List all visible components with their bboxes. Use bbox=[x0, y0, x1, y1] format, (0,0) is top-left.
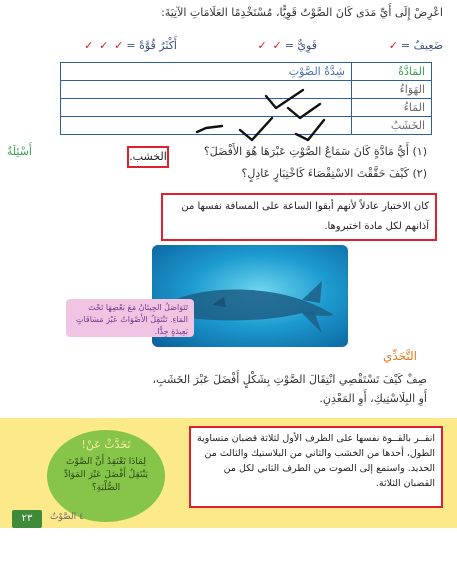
row-material-water: المَاءُ bbox=[352, 99, 432, 117]
wood-check-mark-2 bbox=[240, 118, 272, 140]
talk-title: تَحَدَّثْ عَنْ! bbox=[81, 438, 131, 451]
row-material-wood: الخَشَبُ bbox=[352, 117, 432, 135]
water-check-mark bbox=[288, 104, 320, 118]
wood-check-mark-3 bbox=[296, 120, 324, 140]
talk-text: لِمَاذَا تَعْتَقِدُ أَنَّ الصَّوْتَ يَنْتَقِلُ أَفْضَلَ عَبْرَ المَوَادِّ الصُّلْبَةِ؟ bbox=[64, 457, 148, 493]
header-sound-strength: شِدَّةُ الصَّوْتِ bbox=[61, 63, 352, 81]
question-2-text: (٢) كَيْفَ حَقَّقْتَ الاسْتِقْصَاءَ كَاخْتِبَارٍ عَادِلٍ؟ bbox=[241, 167, 427, 180]
challenge-text-line1: صِفْ كَيْفَ تَسْتَقْصِي انْتِقَالَ الصَّوْتِ بِشَكْلٍ أَفْضَلَ عَبْرَ الخَشَبِ، bbox=[152, 373, 427, 386]
questions-block bbox=[0, 143, 457, 163]
whale-caption: تَتَوَاصَلُ الحِيتَانُ مَعَ بَعْضِهَا تَحْتَ المَاءِ. تَنْتَقِلُ الأَصْوَاتُ عَبْرَ مَسَافَاتٍ بَعِيدَةٍ جِدًّا. bbox=[66, 299, 194, 337]
legend-strongest-label: أَكْثَرُ قُوَّةً = bbox=[126, 38, 177, 52]
page-number: ٢٣ bbox=[12, 510, 42, 528]
challenge-title: التَّحَدِّي bbox=[382, 349, 417, 363]
legend-weak-label: ضَعِيفٌ = bbox=[400, 38, 443, 52]
footer-unit-label: ٤ الصَّوْتُ bbox=[50, 512, 84, 522]
question-1-text: (١) أَيُّ مَادَّةٍ كَانَ سَمَاعُ الصَّوْتِ عَبْرَهَا هُوَ الأَفْضَلَ؟ bbox=[203, 145, 427, 158]
question-2-answer-box[interactable]: كان الاختبار عادلاً لأنهم أبقوا الساعة على المسافة نفسها من آذانهم لكل مادة اختبروها. bbox=[161, 193, 437, 241]
instruction-text: اعْرِضْ إِلَى أَيِّ مَدَى كَانَ الصَّوْتُ قَوِيًّا، مُسْتَخْدِمًا العَلَامَاتِ الآتِيَةَ: bbox=[161, 6, 443, 19]
challenge-answer-box[interactable]: انقــر بالقــوة نفسها على الطرف الأول لثلاثة قضبان متساوية الطول، أحدها من الخشب والثاني من البلاستيك والثالث من الحديد. واستمع إلى الصوت من الطرف الثاني لكل من القضبان الثلاثة. bbox=[189, 426, 443, 508]
question-1-answer-box[interactable]: الخشب. bbox=[127, 146, 169, 168]
legend-weak-marks: ✓ bbox=[388, 38, 399, 52]
row-material-air: الهَوَاءُ bbox=[352, 81, 432, 99]
legend-strongest-marks: ✓ ✓ ✓ bbox=[84, 38, 125, 52]
questions-label: أَسْئِلَةٌ bbox=[6, 145, 32, 158]
challenge-text-line2: أَوِ البِلَاسْتِيكِ، أَوِ المَعْدِنِ. bbox=[319, 392, 427, 405]
air-check-mark bbox=[266, 90, 303, 108]
wood-check-mark-1 bbox=[197, 126, 222, 132]
legend-strong-label: قَوِيٌّ = bbox=[284, 38, 317, 52]
legend-strong-marks: ✓ ✓ bbox=[257, 38, 283, 52]
header-material: المَادَّةُ bbox=[352, 63, 432, 81]
